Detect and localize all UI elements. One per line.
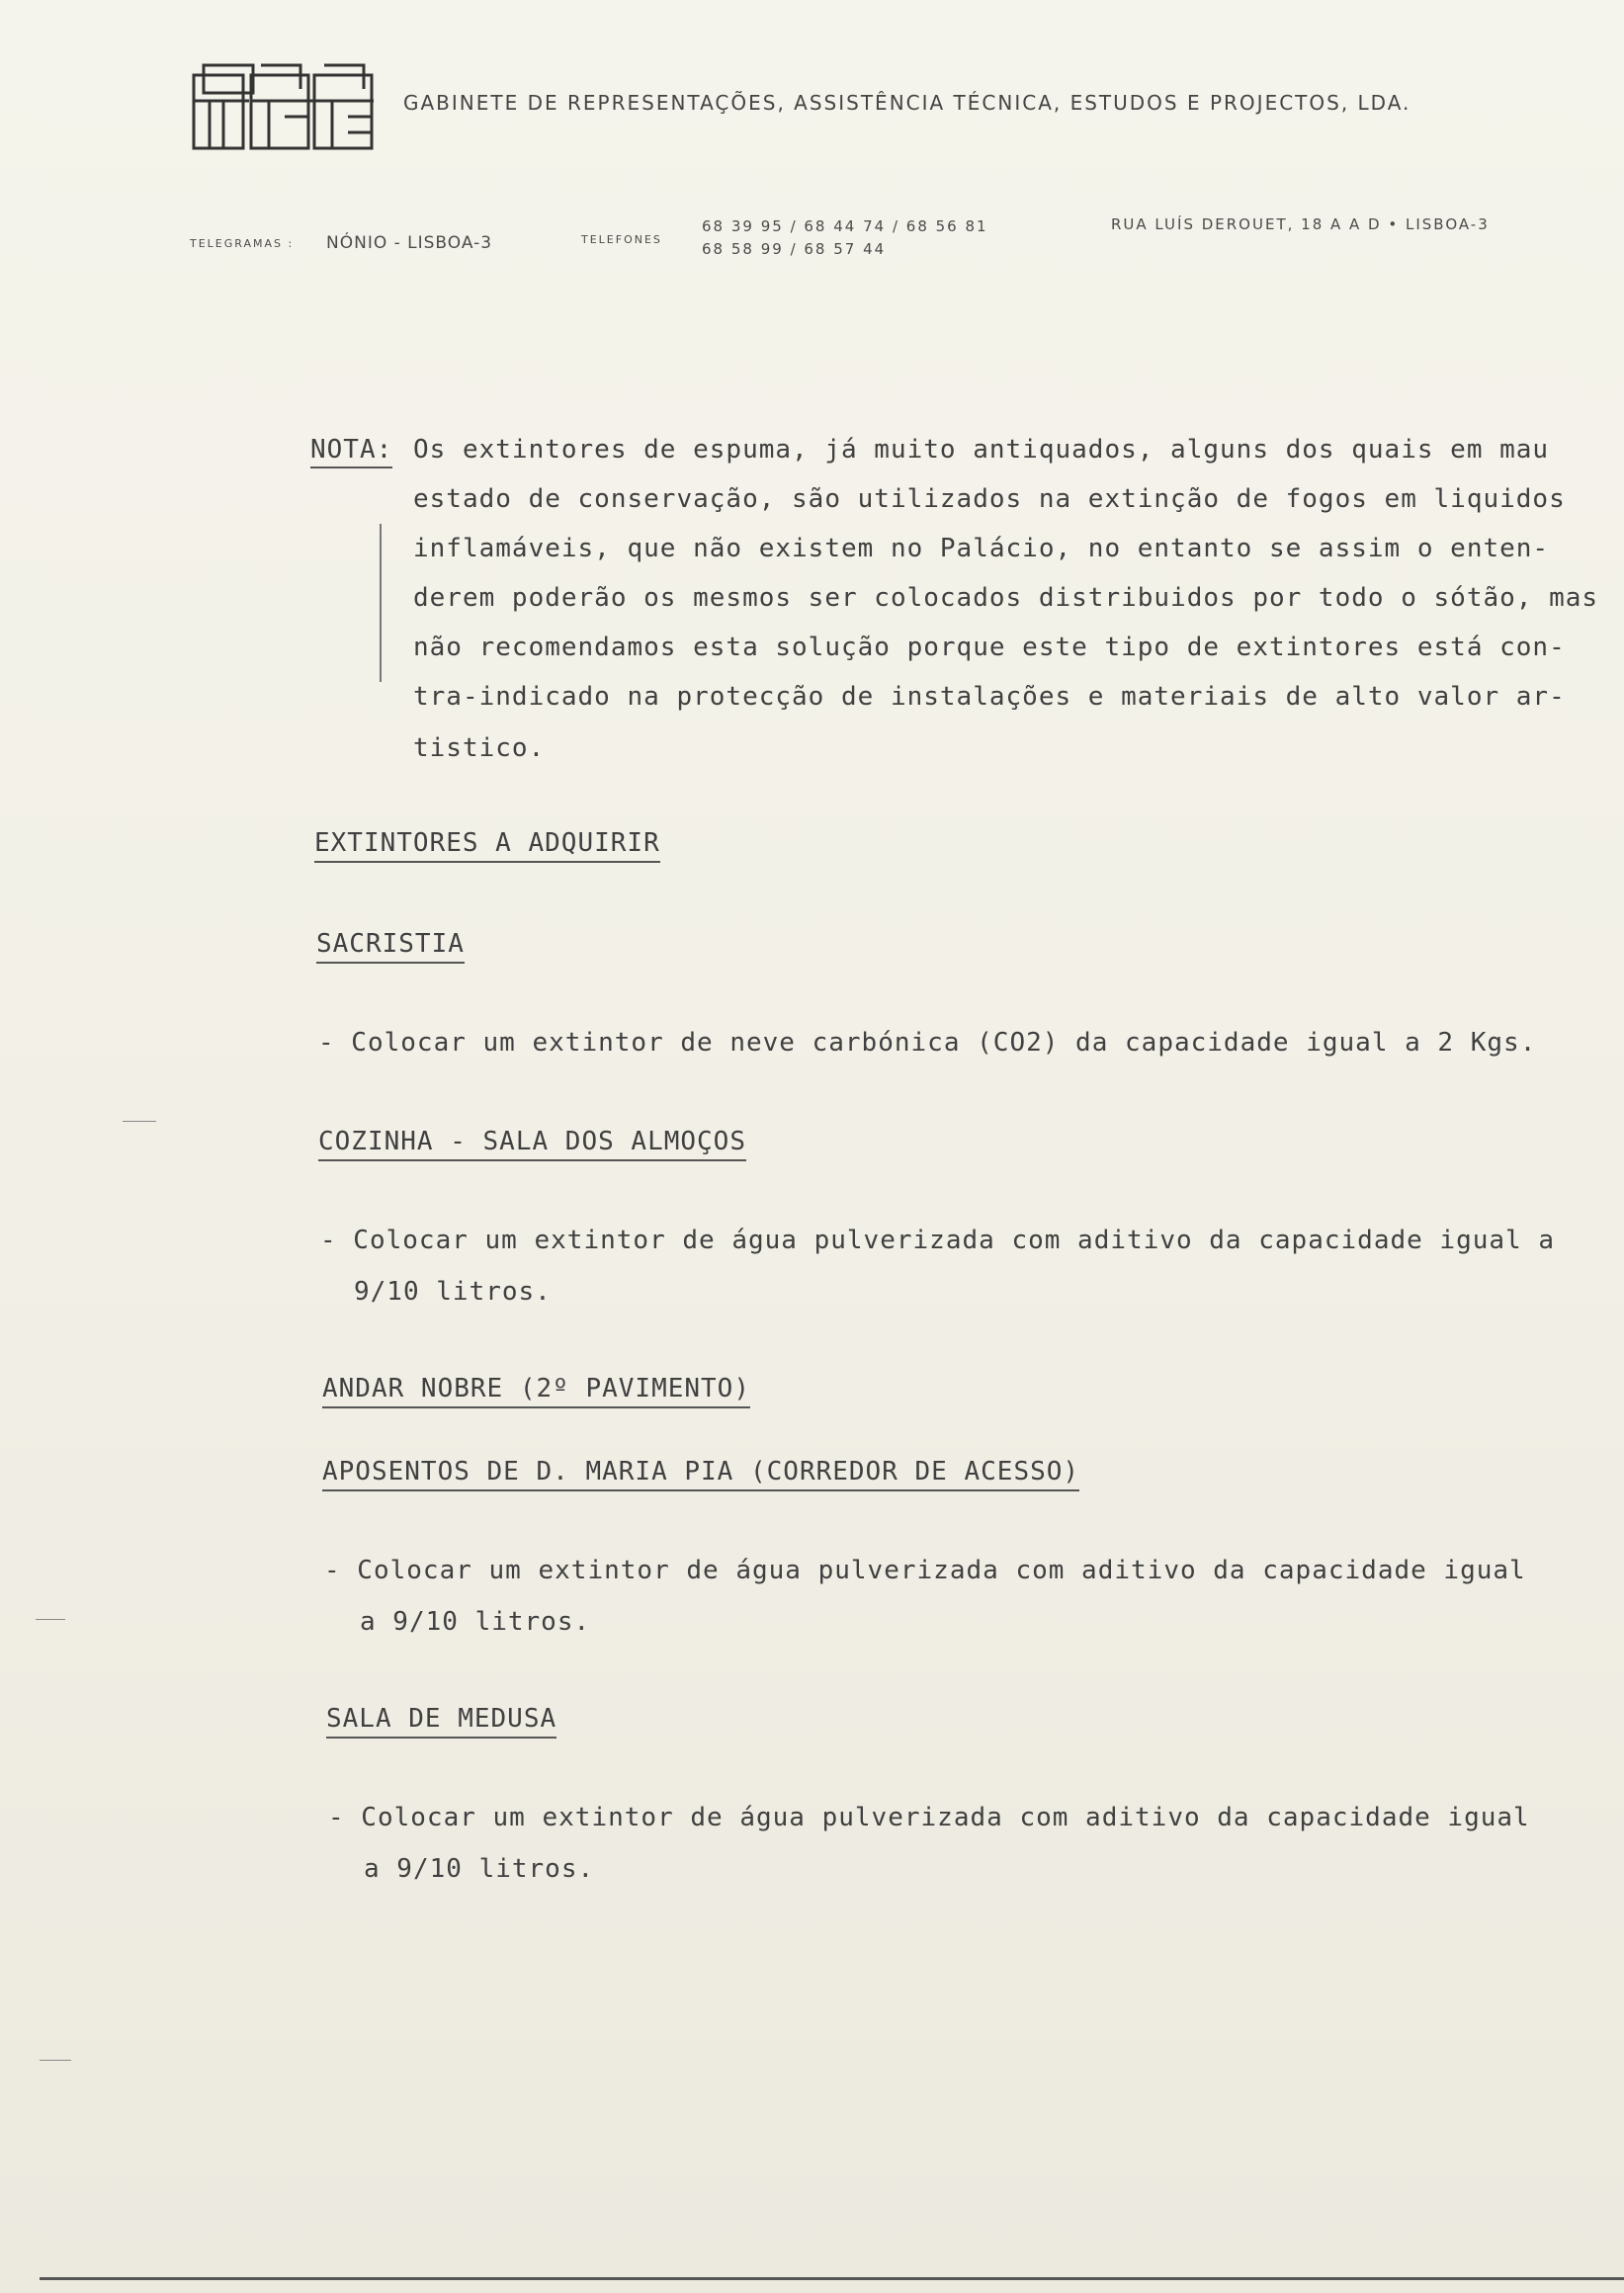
section-title: EXTINTORES A ADQUIRIR (314, 828, 660, 863)
phone-line-1: 68 39 95 / 68 44 74 / 68 56 81 (702, 217, 988, 235)
item-line: - Colocar um extintor de neve carbónica (CO2) da capacidade igual a 2 Kgs. (318, 1028, 1537, 1058)
section-heading: SALA DE MEDUSA (326, 1704, 556, 1739)
phone-line-2: 68 58 99 / 68 57 44 (702, 240, 887, 258)
section-heading: APOSENTOS DE D. MARIA PIA (CORREDOR DE ACESSO) (322, 1457, 1079, 1491)
item-line: a 9/10 litros. (360, 1607, 591, 1637)
telegramas-value: NÓNIO - LISBOA-3 (326, 233, 493, 253)
note-line: tistico. (413, 733, 546, 763)
phone-numbers (702, 215, 988, 261)
item-line: 9/10 litros. (354, 1277, 552, 1307)
item-line: - Colocar um extintor de água pulverizada com aditivo da capacidade igual a (320, 1226, 1555, 1255)
margin-tick (123, 1121, 156, 1122)
note-line: Os extintores de espuma, já muito antiquados, alguns dos quais em mau (413, 435, 1550, 465)
note-line: inflamáveis, que não existem no Palácio, no entanto se assim o enten- (413, 534, 1550, 563)
company-name: GABINETE DE REPRESENTAÇÕES, ASSISTÊNCIA TÉCNICA, ESTUDOS E PROJECTOS, LDA. (403, 91, 1411, 115)
telegramas-label: TELEGRAMAS : (190, 237, 295, 250)
company-logo-icon (190, 61, 378, 156)
note-label: NOTA: (310, 435, 392, 468)
margin-mark (380, 524, 382, 682)
item-line: - Colocar um extintor de água pulverizada com aditivo da capacidade igual (328, 1803, 1530, 1832)
page-bottom-edge (40, 2277, 1624, 2280)
item-line: - Colocar um extintor de água pulverizada com aditivo da capacidade igual (324, 1556, 1526, 1585)
margin-tick (36, 1619, 65, 1620)
note-line: não recomendamos esta solução porque este tipo de extintores está con- (413, 633, 1566, 662)
company-address: RUA LUÍS DEROUET, 18 A A D • LISBOA-3 (1111, 215, 1490, 233)
section-heading: ANDAR NOBRE (2º PAVIMENTO) (322, 1374, 750, 1408)
telefones-label: TELEFONES (581, 233, 662, 246)
item-line: a 9/10 litros. (364, 1854, 595, 1884)
note-line: estado de conservação, são utilizados na extinção de fogos em liquidos (413, 484, 1566, 514)
note-line: tra-indicado na protecção de instalações e materiais de alto valor ar- (413, 682, 1566, 712)
section-heading: SACRISTIA (316, 929, 465, 964)
margin-tick (40, 2060, 71, 2061)
note-line: derem poderão os mesmos ser colocados distribuidos por todo o sótão, mas (413, 583, 1599, 613)
section-heading: COZINHA - SALA DOS ALMOÇOS (318, 1127, 746, 1161)
